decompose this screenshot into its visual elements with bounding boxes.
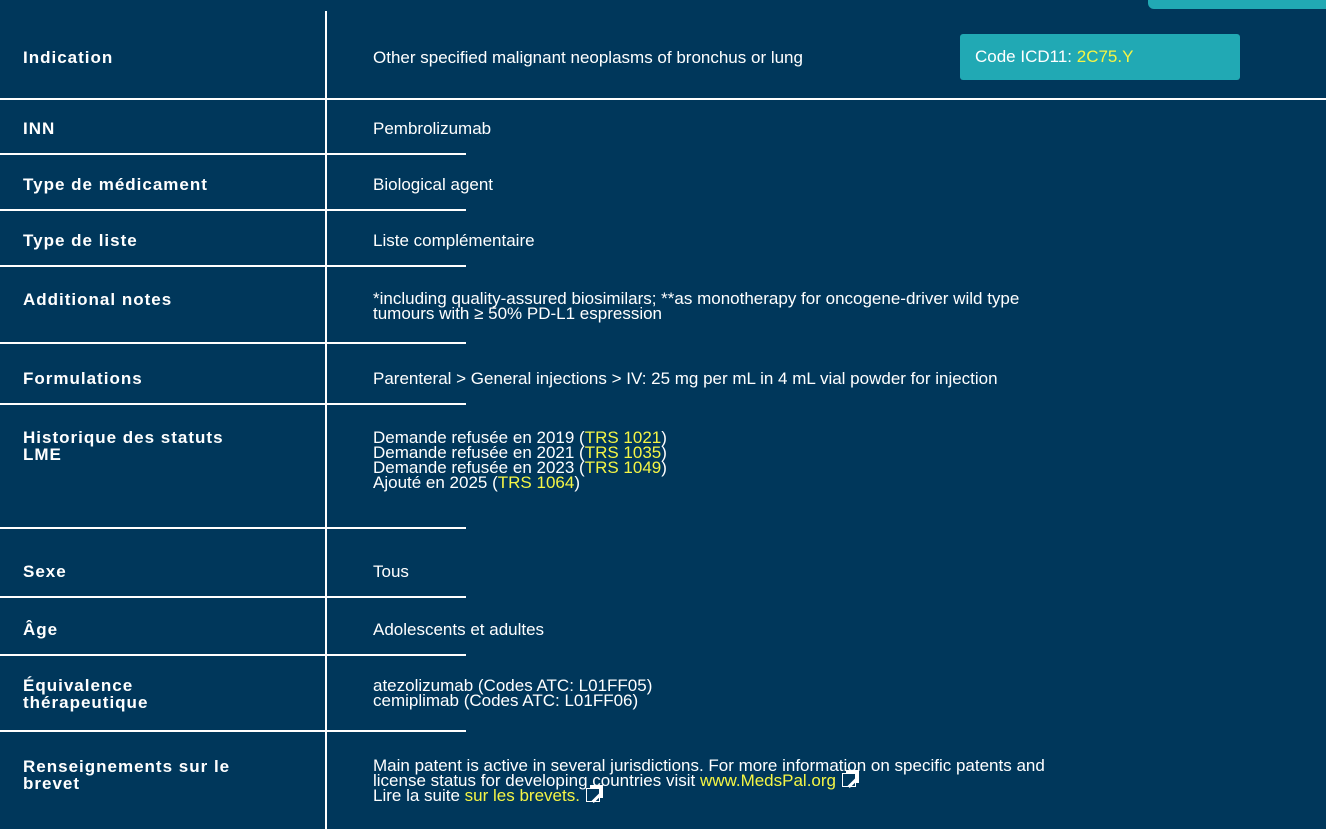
eml-history-entry-text: Ajouté en 2025 (	[373, 473, 498, 492]
list-type-label: Type de liste	[23, 231, 138, 250]
eml-history-entry	[373, 475, 1323, 490]
top-tab[interactable]	[1148, 0, 1326, 9]
eml-history-entry-suffix: )	[661, 458, 667, 477]
therapeutic-equivalence-label	[23, 677, 313, 711]
therapeutic-equivalence-label-line1: Équivalence	[23, 676, 134, 695]
age-value: Adolescents et adultes	[373, 620, 545, 639]
divider-list-type	[0, 265, 466, 267]
sex-value: Tous	[373, 562, 409, 581]
patent-info-value	[373, 758, 1323, 803]
divider-therapeutic-equivalence	[0, 730, 466, 732]
eml-history-entry-suffix: )	[661, 428, 667, 447]
trs-link[interactable]: TRS 1049	[584, 458, 662, 477]
medspal-link[interactable]: www.MedsPal.org	[699, 771, 837, 790]
patent-info-label-line2: brevet	[23, 774, 81, 793]
eml-history-value	[373, 430, 1323, 490]
external-link-icon[interactable]	[586, 788, 600, 802]
divider-indication	[0, 98, 1326, 100]
divider-additional-notes	[0, 342, 466, 344]
list-type-value: Liste complémentaire	[373, 231, 535, 250]
additional-notes-line1: *including quality-assured biosimilars; **as monotherapy for oncogene-driver wild type	[373, 289, 1020, 308]
patent-info-line2-text: license status for developing countries visit	[373, 771, 700, 790]
divider-inn	[0, 153, 466, 155]
age-label: Âge	[23, 620, 59, 639]
trs-link[interactable]: TRS 1064	[497, 473, 575, 492]
external-link-icon[interactable]	[842, 773, 856, 787]
eml-history-label-line1: Historique des statuts	[23, 428, 224, 447]
eml-history-label	[23, 429, 313, 463]
patent-info-line3-text: Lire la suite	[373, 786, 465, 805]
eml-history-label-line2: LME	[23, 445, 62, 464]
additional-notes-line2: tumours with ≥ 50% PD-L1 espression	[373, 304, 663, 323]
medicine-type-label: Type de médicament	[23, 175, 208, 194]
patents-read-more-link[interactable]: sur les brevets.	[464, 786, 580, 805]
patent-info-label	[23, 758, 313, 792]
divider-medicine-type	[0, 209, 466, 211]
additional-notes-label: Additional notes	[23, 290, 173, 309]
therapeutic-equivalence-line2: cemiplimab (Codes ATC: L01FF06)	[373, 691, 639, 710]
eml-history-entry-suffix: )	[661, 443, 667, 462]
patent-info-line3	[373, 788, 1323, 803]
inn-label: INN	[23, 119, 56, 138]
eml-history-entry-text: Demande refusée en 2021 (	[373, 443, 585, 462]
divider-age	[0, 654, 466, 656]
indication-value: Other specified malignant neoplasms of bronchus or lung	[373, 48, 803, 67]
icd11-code-badge	[960, 34, 1240, 80]
divider-eml-history	[0, 527, 466, 529]
divider-formulations	[0, 403, 466, 405]
formulations-value: Parenteral > General injections > IV: 25 mg per mL in 4 mL vial powder for injection	[373, 369, 998, 388]
formulations-label: Formulations	[23, 369, 143, 388]
additional-notes-value	[373, 291, 1323, 321]
patent-info-label-line1: Renseignements sur le	[23, 757, 231, 776]
icd11-code-link[interactable]: 2C75.Y	[1076, 47, 1134, 66]
sex-label: Sexe	[23, 562, 67, 581]
therapeutic-equivalence-label-line2: thérapeutique	[23, 693, 149, 712]
eml-history-entry-text: Demande refusée en 2023 (	[373, 458, 585, 477]
therapeutic-equivalence-line1: atezolizumab (Codes ATC: L01FF05)	[373, 676, 653, 695]
icd11-code-prefix: Code ICD11:	[975, 47, 1077, 66]
therapeutic-equivalence-value	[373, 678, 1323, 708]
column-divider	[325, 11, 327, 829]
eml-history-entry-text: Demande refusée en 2019 (	[373, 428, 585, 447]
inn-value: Pembrolizumab	[373, 119, 492, 138]
medicine-type-value: Biological agent	[373, 175, 494, 194]
trs-link[interactable]: TRS 1021	[584, 428, 662, 447]
trs-link[interactable]: TRS 1035	[584, 443, 662, 462]
patent-info-line1: Main patent is active in several jurisdictions. For more information on specific patents and	[373, 756, 1045, 775]
divider-sex	[0, 596, 466, 598]
eml-history-entry-suffix: )	[574, 473, 580, 492]
indication-label: Indication	[23, 48, 114, 67]
